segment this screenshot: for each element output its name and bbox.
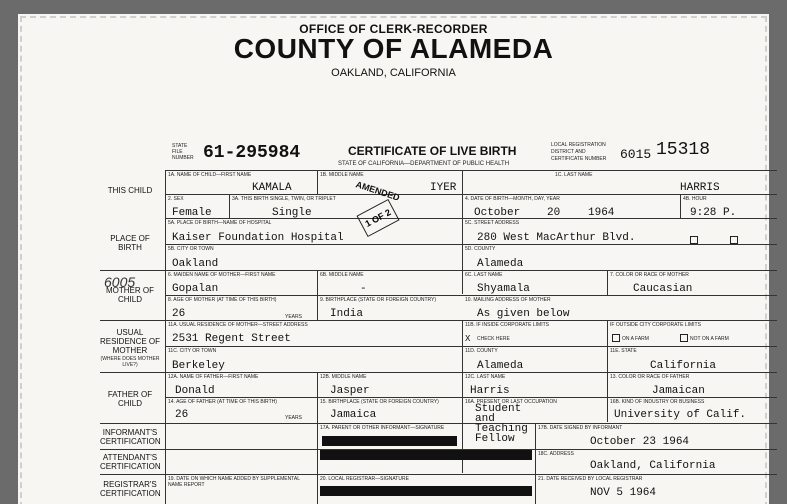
father-middle-name: Jasper — [330, 385, 370, 397]
amended-mark: AMENDED — [354, 179, 401, 203]
label-dob: 4. DATE OF BIRTH—MONTH, DAY, YEAR — [465, 196, 560, 202]
label-informant-signature: 17A. PARENT OR OTHER INFORMANT—SIGNATURE — [320, 425, 445, 431]
section-mother: MOTHER OF CHILD — [106, 286, 154, 304]
mailing-address: As given below — [477, 308, 570, 320]
section-informant: INFORMANT'S CERTIFICATION — [100, 428, 161, 446]
mother-age: 26 — [172, 308, 186, 320]
informant-date: October 23 1964 — [590, 436, 690, 448]
label-father-race: 13. COLOR OR RACE OF FATHER — [610, 374, 690, 380]
section-registrar: REGISTRAR'S CERTIFICATION — [100, 480, 161, 498]
section-place-of-birth: PLACE OF BIRTH — [110, 234, 150, 252]
mother-middle-name: - — [360, 283, 367, 295]
mother-first-name: Gopalan — [172, 283, 219, 295]
child-middle-name: IYER — [430, 182, 457, 194]
label-last-name: 1C. LAST NAME — [555, 172, 593, 178]
label-mother-birthplace: 9. BIRTHPLACE (STATE OR FOREIGN COUNTRY) — [320, 297, 437, 303]
father-race: Jamaican — [652, 385, 705, 397]
state-file-number: 61-295984 — [203, 143, 301, 163]
dob-year: 1964 — [588, 207, 615, 219]
father-last-name: Harris — [470, 385, 510, 397]
label-father-years: YEARS — [285, 415, 302, 421]
label-date-received: 21. DATE RECEIVED BY LOCAL REGISTRAR — [538, 476, 643, 482]
mother-last-name: Shyamala — [477, 283, 530, 295]
office-title: OFFICE OF CLERK-RECORDER — [299, 22, 488, 36]
label-informant-date: 17B. DATE SIGNED BY INFORMANT — [538, 425, 623, 431]
label-county: 5D. COUNTY — [465, 246, 496, 252]
county-title: COUNTY OF ALAMEDA — [233, 33, 554, 64]
label-city: 5B. CITY OR TOWN — [168, 246, 214, 252]
section-residence-note: (WHERE DOES MOTHER LIVE?) — [100, 356, 160, 368]
certificate-subtitle: STATE OF CALIFORNIA—DEPARTMENT OF PUBLIC HEALTH — [338, 161, 510, 167]
label-occupation: 16A. PRESENT OR LAST OCCUPATION — [465, 399, 557, 405]
inside-limits-check: X — [465, 334, 471, 344]
child-first-name: KAMALA — [252, 182, 292, 194]
label-child-name: 1A. NAME OF CHILD—FIRST NAME — [168, 172, 252, 178]
label-father-last: 12C. LAST NAME — [465, 374, 506, 380]
redaction-informant — [322, 436, 457, 446]
mother-birthplace: India — [330, 308, 364, 320]
label-middle-name: 1B. MIDDLE NAME — [320, 172, 364, 178]
dob-month: October — [474, 207, 521, 219]
section-residence: USUAL RESIDENCE OF MOTHER — [100, 328, 161, 355]
residence-street: 2531 Regent Street — [172, 333, 291, 345]
father-age: 26 — [175, 409, 189, 421]
city-title: OAKLAND, CALIFORNIA — [331, 67, 456, 79]
birth-city: Oakland — [172, 258, 219, 270]
state-file-label: STATE FILE NUMBER — [172, 143, 194, 161]
label-outside-limits: IF OUTSIDE CITY CORPORATE LIMITS — [610, 322, 701, 328]
label-res-county: 11D. COUNTY — [465, 348, 498, 354]
father-industry: University of Calif. — [614, 409, 747, 421]
label-res-state: 11E. STATE — [610, 348, 637, 354]
hospital-street: 280 West MacArthur Blvd. — [477, 232, 636, 244]
child-sex: Female — [172, 207, 212, 219]
section-father: FATHER OF CHILD — [107, 390, 153, 408]
label-father-middle: 12B. MIDDLE NAME — [320, 374, 367, 380]
section-this-child: THIS CHILD — [107, 186, 153, 195]
label-industry: 16B. KIND OF INDUSTRY OR BUSINESS — [610, 399, 705, 405]
label-father-birthplace: 15. BIRTHPLACE (STATE OR FOREIGN COUNTRY) — [320, 399, 439, 405]
label-inside-limits: 11B. IF INSIDE CORPORATE LIMITS — [465, 322, 549, 328]
certificate-title: CERTIFICATE OF LIVE BIRTH — [348, 144, 517, 158]
residence-state: California — [650, 360, 717, 372]
label-registrar-signature: 20. LOCAL REGISTRAR—SIGNATURE — [320, 476, 409, 482]
father-occupation: Student and Teaching Fellow — [475, 403, 528, 445]
label-years: YEARS — [285, 314, 302, 320]
section-attendant: ATTENDANT'S CERTIFICATION — [100, 453, 161, 471]
hospital-name: Kaiser Foundation Hospital — [172, 232, 344, 244]
residence-city: Berkeley — [172, 360, 225, 372]
page-stamp: 1 OF 2 — [356, 199, 399, 237]
label-mother-middle: 6B. MIDDLE NAME — [320, 272, 364, 278]
redaction-physician — [320, 450, 532, 460]
father-first-name: Donald — [175, 385, 215, 397]
attendant-address: Oakland, California — [590, 460, 716, 472]
label-res-city: 11C. CITY OR TOWN — [168, 348, 217, 354]
label-street: 5C. STREET ADDRESS — [465, 220, 520, 226]
handwritten-code: 6005 — [104, 274, 136, 290]
label-father-name: 12A. NAME OF FATHER—FIRST NAME — [168, 374, 259, 380]
birth-county: Alameda — [477, 258, 524, 270]
date-received: NOV 5 1964 — [590, 487, 657, 499]
label-birth-type: 3A. THIS BIRTH SINGLE, TWIN, OR TRIPLET — [232, 196, 336, 202]
label-mother-last: 6C. LAST NAME — [465, 272, 503, 278]
label-mother-maiden: 6. MAIDEN NAME OF MOTHER—FIRST NAME — [168, 272, 276, 278]
label-hour: 4B. HOUR — [683, 196, 707, 202]
label-father-age: 14. AGE OF FATHER (AT TIME OF THIS BIRTH) — [168, 399, 277, 405]
local-registration-label: LOCAL REGISTRATION DISTRICT AND CERTIFICATE NUMBER — [551, 142, 607, 162]
label-not-farm: NOT ON A FARM — [690, 336, 729, 342]
label-on-farm: ON A FARM — [622, 336, 649, 342]
local-reg-prefix: 6015 — [620, 147, 652, 162]
birth-type: Single — [272, 207, 312, 219]
label-hospital: 5A. PLACE OF BIRTH—NAME OF HOSPITAL — [168, 220, 272, 226]
label-supplement: 19. DATE ON WHICH NAME ADDED BY SUPPLEMENTAL NAME REPORT — [168, 476, 300, 488]
redaction-registrar — [320, 486, 532, 496]
mother-race: Caucasian — [633, 283, 693, 295]
child-last-name: HARRIS — [680, 182, 720, 194]
label-res-street: 11A. USUAL RESIDENCE OF MOTHER—STREET ADDRESS — [168, 322, 308, 328]
label-mother-race: 7. COLOR OR RACE OF MOTHER — [610, 272, 689, 278]
label-check-here: CHECK HERE — [477, 336, 510, 342]
local-reg-number: 15318 — [656, 140, 711, 160]
father-birthplace: Jamaica — [330, 409, 377, 421]
residence-county: Alameda — [477, 360, 524, 372]
label-mailing: 10. MAILING ADDRESS OF MOTHER — [465, 297, 551, 303]
label-address: 18C. ADDRESS — [538, 451, 574, 457]
birth-hour: 9:28 P. — [690, 207, 737, 219]
label-mother-age: 8. AGE OF MOTHER (AT TIME OF THIS BIRTH) — [168, 297, 277, 303]
label-sex: 2. SEX — [168, 196, 184, 202]
dob-day: 20 — [547, 207, 561, 219]
